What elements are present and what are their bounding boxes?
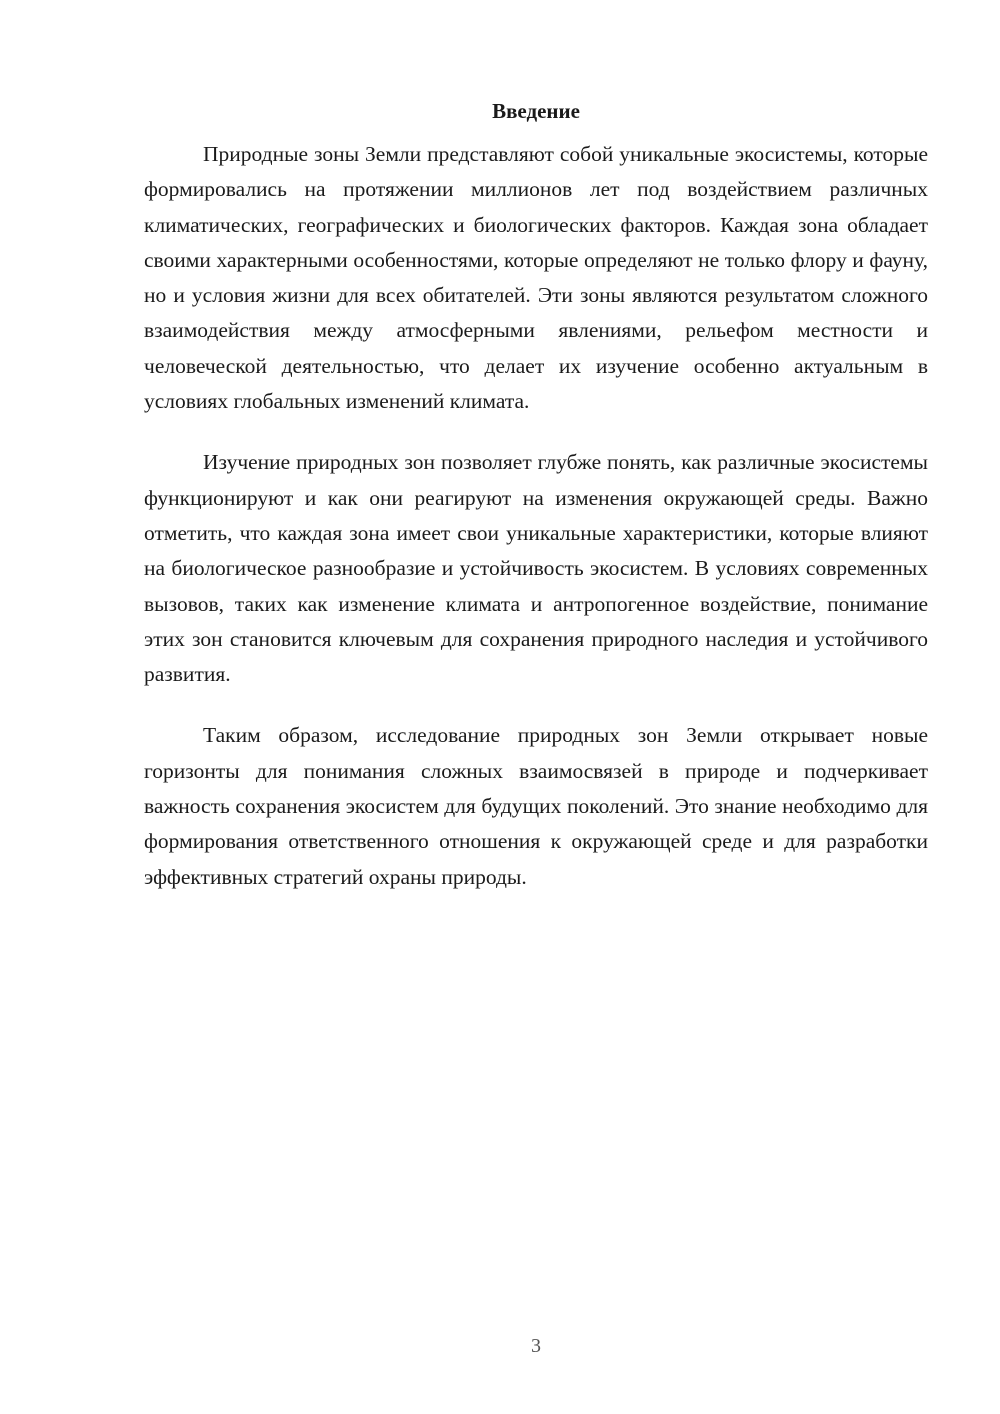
- paragraph-3: Таким образом, исследование природных зон Земли открывает новые горизонты для понимания сложных взаимосвязей в природе и подчеркивает важность сохранения экосистем для будущих поколений. Это знание необходимо для формирования ответственного отношения к окружающей среде и для разработки эффективных стратегий охраны природы.: [144, 723, 928, 889]
- section-title: Введение: [492, 99, 580, 123]
- paragraph-2: Изучение природных зон позволяет глубже понять, как различные экосистемы функционируют и как они реагируют на изменения окружающей среды. Важно отметить, что каждая зона имеет свои уникальные характеристики, которые влияют на биологическое разнообразие и устойчивость экосистем. В условиях современных вызовов, таких как изменение климата и антропогенное воздействие, понимание этих зон становится ключевым для сохранения природного наследия и устойчивого развития.: [144, 450, 928, 687]
- paragraph-1: Природные зоны Земли представляют собой уникальные экосистемы, которые формировались на протяжении миллионов лет под воздействием различных климатических, географических и биологических факторов. Каждая зона обладает своими характерными особенностями, которые определяют не только флору и фауну, но и условия жизни для всех обитателей. Эти зоны являются результатом сложного взаимодействия между атмосферными явлениями, рельефом местности и человеческой деятельностью, что делает их изучение особенно актуальным в условиях глобальных изменений климата.: [144, 142, 928, 414]
- page-number: 3: [531, 1335, 541, 1357]
- page-content: [144, 94, 928, 921]
